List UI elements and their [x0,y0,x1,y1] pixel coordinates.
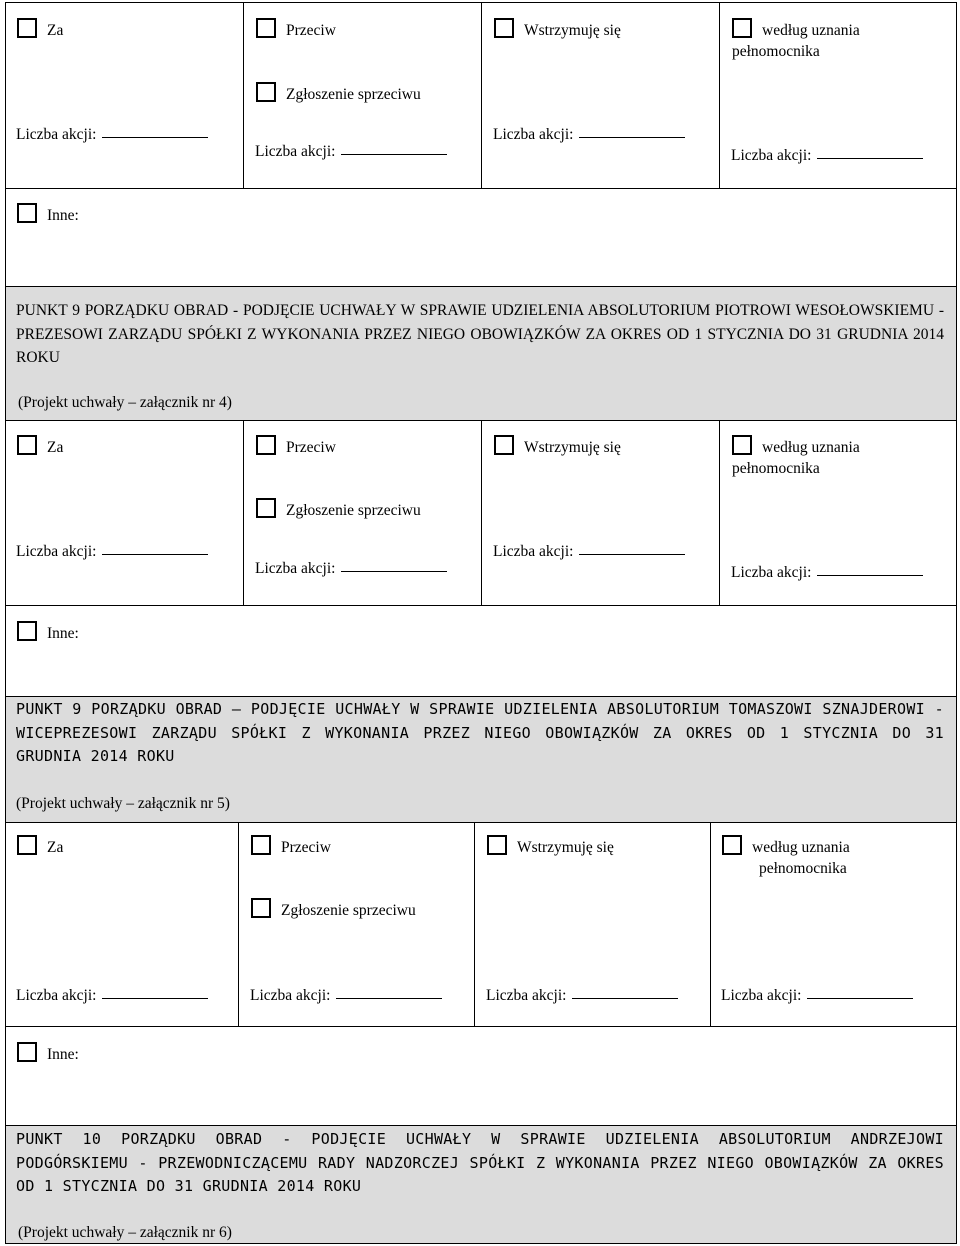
option-label: Przeciw [286,439,336,456]
shares-count-wstrzymuje [493,540,685,563]
option-label-cont: pełnomocnika [759,860,847,877]
option-inne[interactable] [17,621,79,645]
shares-count-za [16,984,208,1007]
checkbox-icon[interactable] [17,435,37,455]
shares-label: Liczba akcji: [255,560,336,577]
inne-cell [5,605,957,697]
option-wedlug-uznania[interactable] [732,435,860,459]
checkbox-icon[interactable] [17,203,37,223]
option-inne[interactable] [17,1042,79,1066]
option-za[interactable] [17,835,63,859]
option-label: Wstrzymuję się [524,22,621,39]
shares-blank[interactable] [341,557,447,572]
checkbox-icon[interactable] [732,18,752,38]
shares-label: Liczba akcji: [493,126,574,143]
option-label: Inne: [47,625,79,642]
shares-label: Liczba akcji: [721,987,802,1004]
checkbox-icon[interactable] [494,435,514,455]
shares-label: Liczba akcji: [486,987,567,1004]
option-zgloszenie-sprzeciwu[interactable] [251,898,416,922]
shares-label: Liczba akcji: [16,543,97,560]
option-label: Wstrzymuję się [524,439,621,456]
project-reference-3: (Projekt uchwały – załącznik nr 6) [18,1224,232,1241]
option-label: Zgłoszenie sprzeciwu [286,86,421,103]
checkbox-icon[interactable] [256,82,276,102]
section-title-2: PUNKT 9 PORZĄDKU OBRAD – PODJĘCIE UCHWAŁY W SPRAWIE UDZIELENIA ABSOLUTORIUM TOMASZOWI SZNAJDEROWI - WICEPREZESOWI ZARZĄDU SPÓŁKI Z WYKONANIA PRZEZ NIEGO OBOWIĄZKÓW ZA OKRES OD 1 STYCZNIA DO 31 GRUDNIA 2014 ROKU [16,700,944,765]
option-przeciw[interactable] [256,18,336,42]
shares-blank[interactable] [336,984,442,999]
option-label: według uznania [762,439,860,456]
checkbox-icon[interactable] [17,621,37,641]
option-label: Inne: [47,207,79,224]
option-label: Za [47,439,64,456]
shares-count-wstrzymuje [486,984,678,1007]
checkbox-icon[interactable] [251,898,271,918]
option-wstrzymuje[interactable] [494,18,621,42]
shares-blank[interactable] [817,561,923,576]
option-label: Za [47,22,64,39]
option-label: Wstrzymuję się [517,839,614,856]
section-title-1: PUNKT 9 PORZĄDKU OBRAD - PODJĘCIE UCHWAŁY W SPRAWIE UDZIELENIA ABSOLUTORIUM PIOTROWI WESOŁOWSKIEMU - PREZESOWI ZARZĄDU SPÓŁKI Z WYKONANIA PRZEZ NIEGO OBOWIĄZKÓW ZA OKRES OD 1 STYCZNIA DO 31 GRUDNIA 2014 ROKU [16,302,944,366]
checkbox-icon[interactable] [17,835,37,855]
shares-blank[interactable] [341,140,447,155]
shares-blank[interactable] [817,144,923,159]
shares-blank[interactable] [579,540,685,555]
option-za[interactable] [17,435,63,459]
shares-count-wedlug [731,561,923,584]
shares-count-za [16,540,208,563]
option-wstrzymuje[interactable] [494,435,621,459]
checkbox-icon[interactable] [256,18,276,38]
option-label: według uznania [752,839,850,856]
checkbox-icon[interactable] [732,435,752,455]
option-label-cont: pełnomocnika [732,460,820,477]
checkbox-icon[interactable] [256,498,276,518]
inne-cell [5,1026,957,1126]
option-wedlug-uznania[interactable] [722,835,850,859]
shares-count-wstrzymuje [493,123,685,146]
option-label: Inne: [47,1046,79,1063]
checkbox-icon[interactable] [17,1042,37,1062]
section-title-3: PUNKT 10 PORZĄDKU OBRAD - PODJĘCIE UCHWAŁY W SPRAWIE UDZIELENIA ABSOLUTORIUM ANDRZEJOWI PODGÓRSKIEMU - PRZEWODNICZĄCEMU RADY NADZORCZEJ SPÓŁKI Z WYKONANIA PRZEZ NIEGO OBOWIĄZKÓW ZA OKRES OD 1 STYCZNIA DO 31 GRUDNIA 2014 ROKU [16,1130,944,1195]
shares-blank[interactable] [572,984,678,999]
option-inne[interactable] [17,203,79,227]
option-label: Przeciw [286,22,336,39]
checkbox-icon[interactable] [251,835,271,855]
shares-label: Liczba akcji: [731,147,812,164]
shares-count-wedlug [721,984,913,1007]
shares-label: Liczba akcji: [731,564,812,581]
option-label: Zgłoszenie sprzeciwu [281,902,416,919]
shares-label: Liczba akcji: [250,987,331,1004]
shares-blank[interactable] [102,540,208,555]
shares-label: Liczba akcji: [255,143,336,160]
shares-count-przeciw [255,557,447,580]
shares-label: Liczba akcji: [16,987,97,1004]
inne-cell [5,188,957,287]
checkbox-icon[interactable] [256,435,276,455]
option-przeciw[interactable] [251,835,331,859]
project-reference-1: (Projekt uchwały – załącznik nr 4) [18,394,232,411]
option-label-cont: pełnomocnika [732,43,820,60]
checkbox-icon[interactable] [487,835,507,855]
checkbox-icon[interactable] [722,835,742,855]
shares-blank[interactable] [807,984,913,999]
option-wstrzymuje[interactable] [487,835,614,859]
option-label: według uznania [762,22,860,39]
option-za[interactable] [17,18,63,42]
shares-count-za [16,123,208,146]
shares-label: Liczba akcji: [16,126,97,143]
option-wedlug-uznania[interactable] [732,18,860,42]
project-reference-2: (Projekt uchwały – załącznik nr 5) [16,795,230,812]
shares-count-przeciw [255,140,447,163]
option-zgloszenie-sprzeciwu[interactable] [256,82,421,106]
shares-count-wedlug [731,144,923,167]
option-label: Przeciw [281,839,331,856]
shares-blank[interactable] [102,123,208,138]
shares-blank[interactable] [102,984,208,999]
shares-blank[interactable] [579,123,685,138]
option-zgloszenie-sprzeciwu[interactable] [256,498,421,522]
shares-count-przeciw [250,984,442,1007]
option-label: Zgłoszenie sprzeciwu [286,502,421,519]
checkbox-icon[interactable] [494,18,514,38]
shares-label: Liczba akcji: [493,543,574,560]
option-przeciw[interactable] [256,435,336,459]
option-label: Za [47,839,64,856]
checkbox-icon[interactable] [17,18,37,38]
